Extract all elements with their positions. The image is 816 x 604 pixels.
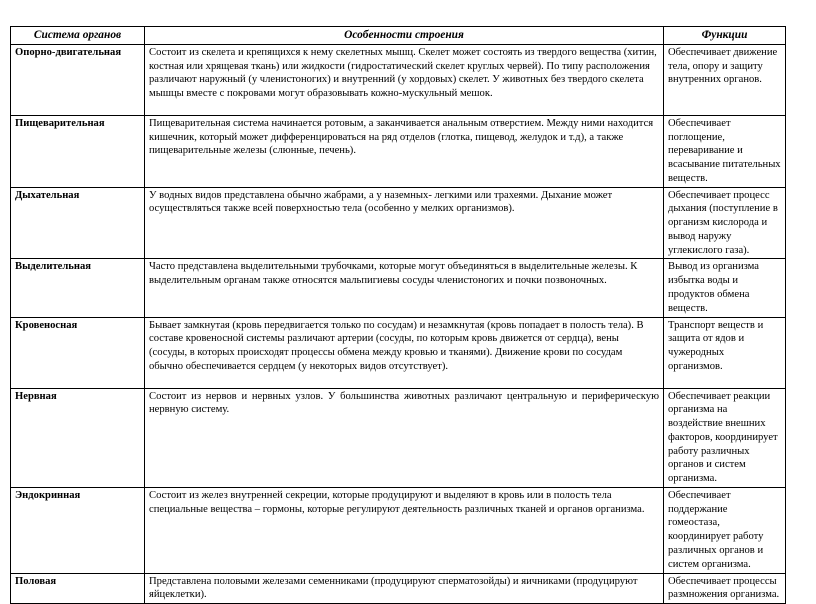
organ-description: Состоит из нервов и нервных узлов. У большинства животных различают центральную и периферическую нервную систему.	[145, 388, 664, 487]
organ-description: Пищеварительная система начинается ротовым, а заканчивается анальным отверстием. Между ними находится кишечник, который может дифференцироваться на ряд отделов (глотка, пищевод, желудок и т.д), а также пищеварительные железы (слюнные, печень).	[145, 115, 664, 187]
organ-description: Представлена половыми железами семенниками (продуцируют сперматозойды) и яичниками (продуцируют яйцеклетки).	[145, 573, 664, 604]
table-row	[11, 259, 786, 317]
organ-description: Часто представлена выделительными трубочками, которые могут объединяться в выделительные железы. К выделительным органам также относятся мальпигиевы сосуды членистоногих и почки позвоночных.	[145, 259, 664, 317]
table-row	[11, 317, 786, 388]
organ-name: Нервная	[11, 388, 145, 487]
organ-description: У водных видов представлена обычно жабрами, а у наземных- легкими или трахеями. Дыхание может осуществляться также всей поверхностью тела (особенно у мелких организмов).	[145, 187, 664, 259]
organ-description: Состоит из скелета и крепящихся к нему скелетных мышц. Скелет может состоять из твердого вещества (хитин, костная или хрящевая ткань) или жидкости (гидростатический скелет круглых червей). По типу расположения различают наружный (у членистоногих) и внутренний (у хордовых) скелет. У животных без твердого скелета мышцы вместе с покровами могут образовывать кожно-мускульный мешок.	[145, 44, 664, 115]
organ-name: Выделительная	[11, 259, 145, 317]
header-row	[11, 27, 786, 45]
organ-name: Пищеварительная	[11, 115, 145, 187]
table-row	[11, 187, 786, 259]
organ-function: Обеспечивает поддержание гомеостаза, координирует работу различных органов и систем организма.	[664, 487, 786, 573]
organ-function: Обеспечивает поглощение, переваривание и всасывание питательных веществ.	[664, 115, 786, 187]
organ-name: Дыхательная	[11, 187, 145, 259]
header-system: Система органов	[11, 27, 145, 45]
table-row	[11, 388, 786, 487]
organ-function: Обеспечивает процесс дыхания (поступление в организм кислорода и вывод наружу углекислого газа).	[664, 187, 786, 259]
organ-function: Вывод из организма избытка воды и продуктов обмена веществ.	[664, 259, 786, 317]
organ-description: Бывает замкнутая (кровь передвигается только по сосудам) и незамкнутая (кровь попадает в полость тела). В составе кровеносной системы различают артерии (сосуды, по которым кровь движется от сердца), вены (сосуды, в которых происходят процессы обмена между кровью и тканями). Движение крови по сосудам обычно обеспечивается сердцем (у некоторых видов отсутствует).	[145, 317, 664, 388]
table-row	[11, 44, 786, 115]
organ-name: Кровеносная	[11, 317, 145, 388]
table-row	[11, 487, 786, 573]
header-features: Особенности строения	[145, 27, 664, 45]
organ-systems-table	[10, 26, 786, 604]
organ-function: Транспорт веществ и защита от ядов и чужеродных организмов.	[664, 317, 786, 388]
table-row	[11, 573, 786, 604]
organ-name: Эндокринная	[11, 487, 145, 573]
organ-name: Половая	[11, 573, 145, 604]
organ-name: Опорно-двигательная	[11, 44, 145, 115]
organ-description: Состоит из желез внутренней секреции, которые продуцируют и выделяют в кровь или в полость тела специальные вещества – гормоны, которые регулируют деятельность различных тканей и органов организма.	[145, 487, 664, 573]
organ-function: Обеспечивает движение тела, опору и защиту внутренних органов.	[664, 44, 786, 115]
header-functions: Функции	[664, 27, 786, 45]
organ-function: Обеспечивает процессы размножения организма.	[664, 573, 786, 604]
organ-function: Обеспечивает реакции организма на воздействие внешних факторов, координирует работу различных органов и систем организма.	[664, 388, 786, 487]
table-row	[11, 115, 786, 187]
